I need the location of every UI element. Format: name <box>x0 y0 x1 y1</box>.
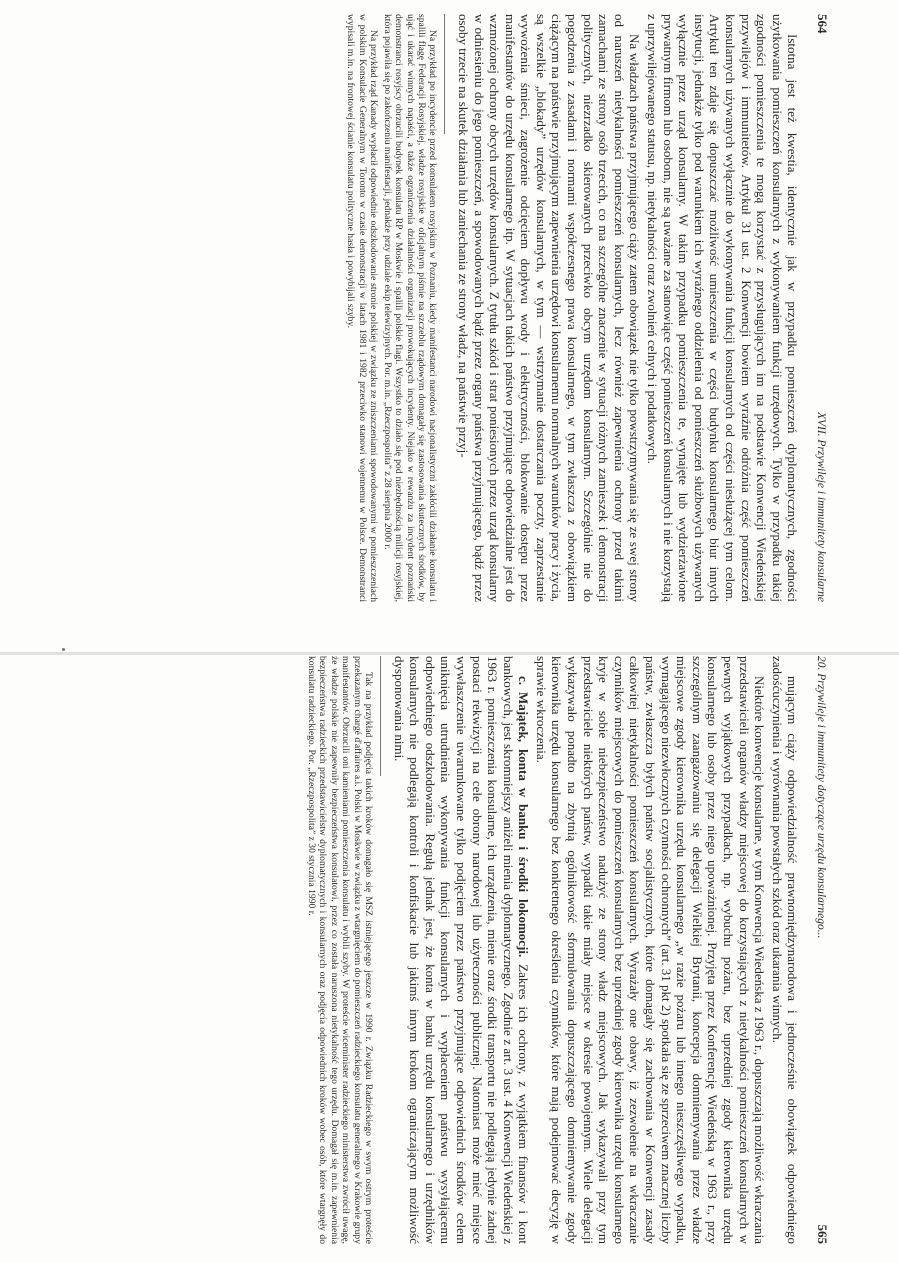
footnote: Na przykład rząd Kanady wypłacił odpowiednie odszkodowanie stronie polskiej w związku ze zniszczeniami spowodowanymi w pomieszczeniach w polskim Konsulacie Generalnym w Toronto w czasie demonstracji w latach 1981 i 1982 przeciwko stanowi wojennemu w Polsce. Demonstranci wypisali m.in. na frontowej ścianie konsulatu polityczne hasła i powybijali szyby. <box>345 14 380 602</box>
footnote: Tak na przykład podjęcia takich kroków domagało się MSZ istniejącego jeszcze w 1990 r. Związku Radzieckiego w swym ostrym proteście przekazanym chargé d'affaires a.i. Polski w Moskwie w związku z wtargnięciem do pomieszczeń radzieckiego konsulatu generalnego w Krakowie grupy manifestantów. Obrzucili oni kamieniami pomieszczenia konsulatu i wybili szyby. W proteście wiceminister radzieckiego ministerstwa zwrócił uwagę, że władze polskie nie zapewniły bezpieczeństwa konsulatowi, przez co została naruszona nietykalność tego urzędu. Domagał się m.in. zapewnienia bezpieczeństwa radzieckich przedstawicielstw dyplomatycznych i konsularnych oraz podjęcia odpowiednich kroków wobec osób, które wtargnęły do konsulatu radzieckiego. Por. „Rzeczpospolita” z 30 stycznia 1990 r. <box>305 656 374 1244</box>
body-paragraph: Istotna jest też kwestia, identycznie jak w przypadku pomieszczeń dyplomatycznych, zgodności użytkowania pomieszczeń konsularnych z wykonywaniem funkcji urzędowych. Tylko w przypadku takiej zgodności pomieszczenia te mogą korzystać z przysługujących im na podstawie Konwencji Wiedeńskiej przywilejów i immunitetów. Artykuł 31 ust. 2 Konwencji bowiem wyraźnie odróżnia część pomieszczeń konsularnych używanych wyłącznie do wykonywania funkcji konsularnych od części niesłużącej tym celom. Artykuł ten zdaje się dopuszczać możliwość umieszczenia w części budynku konsularnego biur innych instytucji, jednakże tylko pod warunkiem ich wyraźnego oddzielenia od pomieszczeń służbowych używanych wyłącznie przez urząd konsularny. W takim przypadku pomieszczenia te, wynajęte lub wydzierżawione prywatnym firmom lub osobom, nie są uważane za stanowiące część pomieszczeń konsularnych i nie korzystają z uprzywilejowanego statusu, np. nietykalności oraz zwolnień celnych i podatkowych. <box>645 14 801 602</box>
section-text: Zakres ich ochrony, z wyjątkiem finansów i kont bankowych, jest skromniejszy aniżeli mienia dyplomatycznego. Zgodnie z art. 3 ust. 4 Konwencji Wiedeńskiej z 1963 r. pomieszczenia konsularne, ich urządzenia, mienie oraz środki transportu nie podlegają jedynie żadnej postaci rekwizycji na cele obrony narodowej lub użyteczności publicznej. Natomiast może mieć miejsce wywłaszczenie uwarunkowane tylko podjęciem przez państwo przyjmujące odpowiednich środków celem uniknięcia utrudnienia wykonywania funkcji konsularnych i wypłaceniem państwu wysyłającemu odpowiedniego odszkodowania. Regułą jednak jest, że konta w banku urzędu konsularnego i urzędników konsularnych nie podlegają kontroli i konfiskacie lub jakimś innym krokom ograniczającym możliwość dysponowania nimi. <box>391 656 532 1244</box>
section-heading: c. Majątek, konta w banku i środki lokomocji. <box>516 676 532 958</box>
footnote-rule <box>380 656 381 776</box>
page-564-region <box>345 8 830 608</box>
section-paragraph <box>391 656 531 1244</box>
body-paragraph: Niektóre konwencje konsularne, w tym Konwencja Wiedeńska z 1963 r., dopuszczają możliwość wkraczania przedstawicieli organów władzy miejscowej do korzystających z nietykalności pomieszczeń konsularnych w pewnych wyjątkowych przypadkach, np. wybuchu pożaru, bez uprzedniej zgody kierownika urzędu konsularnego lub osoby przez niego upoważnionej. Przyjęta przez Konferencję Wiedeńską w 1963 r., przy szczególnym zaangażowaniu się delegacji Wielkiej Brytanii, koncepcja domniemywania przez władze miejscowe zgody kierownika urzędu konsularnego „w razie pożaru lub innego nieszczęśliwego wypadku, wymagającego niezwłocznych czynności ochronnych” (art. 31 pkt 2) spotkała się ze sprzeciwem znacznej liczby państw, zwłaszcza byłych państw socjalistycznych, które domagały się zachowania w Konwencji zasady całkowitej nietykalności pomieszczeń konsularnych. Wyrażały one obawy, iż zezwolenie na wkraczanie czynników miejscowych do pomieszczeń konsularnych bez uprzedniej zgody kierownika urzędu konsularnego kryje w sobie niebezpieczeństwo nadużyć ze strony władz miejscowych. Jak wykazywali przy tym przedstawiciele niektórych państw, wypadki takie miały miejsce w okresie powojennym. Wiele delegacji wykazywało ponadto na zbytnią ogólnikowość sformułowania dopuszczającego domniemywanie zgody kierownika urzędu konsularnego bez konkretnego określenia czynników, które mają podejmować decyzję w sprawie wkroczenia. <box>533 656 768 1244</box>
page-565-region <box>305 650 830 1250</box>
footnotes <box>345 14 438 602</box>
running-head-title: XVII. Przywileje i immunitety konsularne <box>815 411 827 602</box>
footnotes <box>306 656 374 1244</box>
body-paragraph: Na władzach państwa przyjmującego ciąży zatem obowiązek nie tylko powstrzymywania się ze swej strony od naruszeń nietykalności pomieszczeń konsularnych, lecz również zapewnienia ochrony przed takimi zamachami ze strony osób trzecich, co ma szczególne znaczenie w sytuacji różnych zamieszek i demonstracji politycznych, niezrzadko skierowanych przeciwko obcym urzędom konsularnym. Szczególnie nie do pogodzenia z zasadami i normami współczesnego prawa konsularnego, w tym zwłaszcza z obowiązkiem ciążącym na państwie przyjmującym zapewnienia urzędowi konsularnemu normalnych warunków pracy i życia, są wszelkie „blokady” urzędów konsularnych, w tym — wstrzymanie dostarczania poczty, zaprzestanie wywożenia śmieci, zagrożenie odcięciem dopływu wody i elektryczności, blokowanie dostępu przez manifestantów do urzędu konsularnego itp. W sytuacjach takich państwo przyjmujące odpowiedzialne jest do wzmożonej ochrony obcych urzędów konsularnych. Z tytułu szkód i strat poniesionych przez urząd konsularny w odniesieniu do jego pomieszczeń, a spowodowanych bądź przez organy państwa przyjmującego, bądź przez osoby trzecie na skutek działania lub zaniechania ze strony władz, na państwie przyj- <box>455 14 643 602</box>
page-565 <box>305 650 830 1250</box>
running-header <box>812 656 830 1244</box>
body-paragraph: mującym ciąży odpowiedzialność prawnomiędzynarodowa i jednocześnie obowiązek odpowiedniego zadośćuczynienia i wyrównania powstałych szkód oraz ukarania winnych. <box>769 656 801 1244</box>
page-564 <box>345 8 830 608</box>
running-head-title: 20. Przywileje i immunitety dotyczące urzędu konsularnego... <box>815 656 827 939</box>
footnote: Na przykład po incydencie przed konsulatem rosyjskim w Poznaniu, kiedy manifestanci narodowi nacjonalistyczni zakłócili działanie konsulatu i spalili flagę Federacji Rosyjskiej, władze rosyjskie w oficjalnym piśmie na szczeblu rządowym domagały się zastosowania skutecznych środków, by ująć i ukarać winnych napaści, a także ograniczenia działalności organizacji prowokujących incydenty. Niejako w rewanżu za incydent poznański demonstranci rosyjscy obrzucili budynek konsulatu RP w Moskwie i spalili polskie flagi. Wszystko to działo się pod niezbędnością milicji rosyjskiej, która pojawiła się po zakończeniu manifestacji, jednakże przy udziale ekip telewizyjnych. Por. m.in. „Rzeczpospolita” z 28 sierpnia 2000 r. <box>381 14 439 602</box>
running-header <box>812 14 830 602</box>
page-number: 564 <box>815 14 830 34</box>
footnote-rule <box>444 14 445 134</box>
scan-speck <box>62 648 65 651</box>
page-number: 565 <box>815 1224 830 1244</box>
